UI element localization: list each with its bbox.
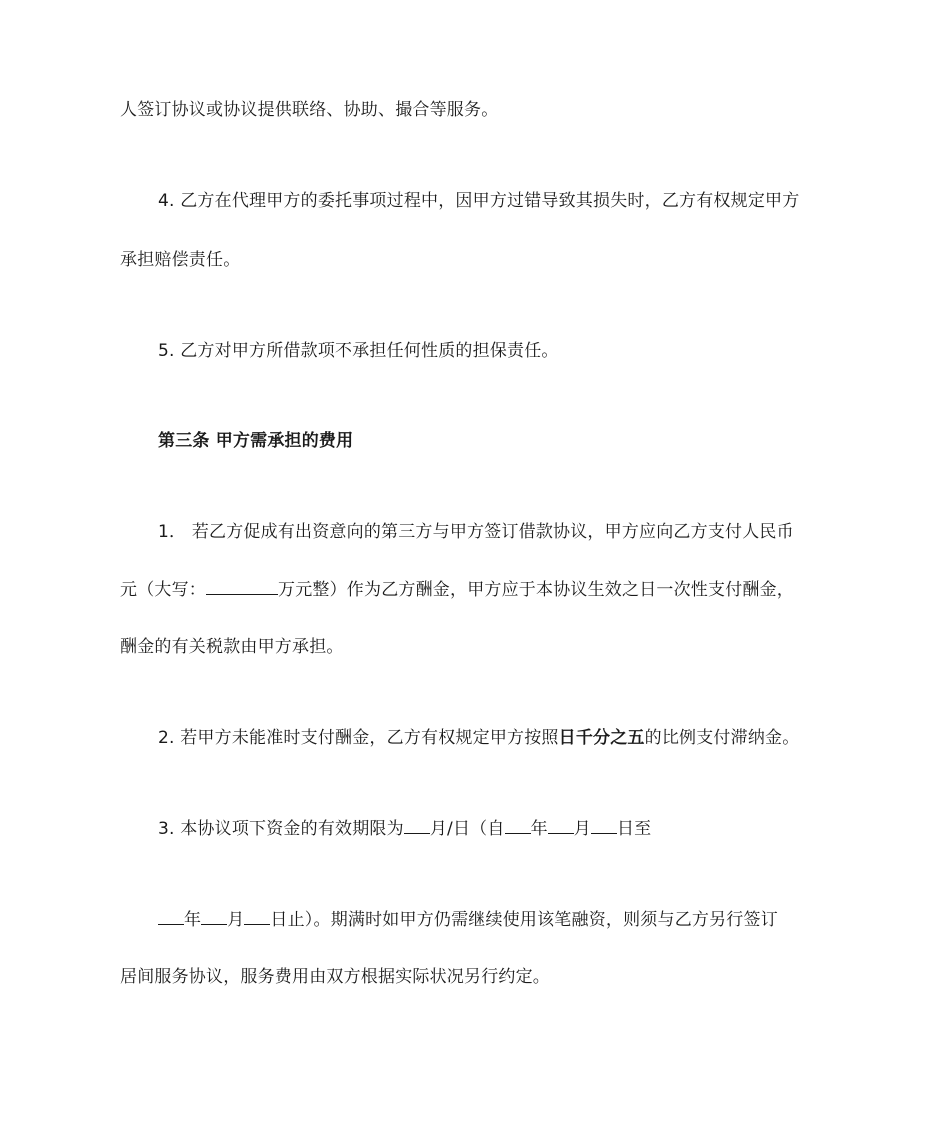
fee-clause-2 — [158, 726, 832, 750]
article-3-title: 第三条 甲方需承担的费用 — [158, 431, 354, 451]
fee-clause-2-text-a: 2. 若甲方未能准时支付酬金，乙方有权规定甲方按照 — [158, 728, 559, 748]
fee-clause-3-text-g: 月 — [227, 910, 245, 930]
fee-clause-1-line-1: 1． 若乙方促成有出资意向的第三方与甲方签订借款协议，甲方应向乙方支付人民币 — [158, 522, 794, 542]
blank-end-month — [201, 908, 227, 925]
fee-clause-3-text-d: 月 — [573, 819, 591, 839]
blank-term-field — [404, 817, 430, 834]
fee-clause-1-text-a: 元（大写： — [120, 580, 206, 600]
fee-clause-3-text-a: 3. 本协议项下资金的有效期限为 — [158, 819, 404, 839]
clause-4-line-1: 4. 乙方在代理甲方的委托事项过程中，因甲方过错导致其损失时，乙方有权规定甲方 — [158, 191, 800, 211]
fee-clause-2-text-b: 的比例支付滞纳金。 — [644, 728, 800, 748]
fee-clause-1-line-2 — [120, 578, 832, 602]
late-fee-rate: 日千分之五 — [558, 728, 645, 748]
fee-clause-3-line-2 — [158, 908, 832, 932]
blank-start-day — [591, 817, 617, 834]
fee-clause-3-line-3: 居间服务协议，服务费用由双方根据实际状况另行约定。 — [120, 967, 550, 987]
blank-start-year — [505, 817, 531, 834]
fee-clause-3-line-1 — [158, 817, 832, 841]
fee-clause-3-text-f: 年 — [184, 910, 202, 930]
fee-clause-3-text-e: 日至 — [616, 819, 652, 839]
fee-clause-1-line-3: 酬金的有关税款由甲方承担。 — [120, 637, 344, 657]
clause-5: 5. 乙方对甲方所借款项不承担任何性质的担保责任。 — [158, 341, 559, 361]
clause-4-line-2: 承担赔偿责任。 — [120, 250, 241, 270]
blank-end-year — [158, 908, 184, 925]
blank-start-month — [548, 817, 574, 834]
blank-amount-field — [206, 578, 278, 595]
fee-clause-3-text-h: 日止）。期满时如甲方仍需继续使用该笔融资，则须与乙方另行签订 — [270, 910, 778, 930]
blank-end-day — [244, 908, 270, 925]
fee-clause-1-text-b: 万元整）作为乙方酬金，甲方应于本协议生效之日一次性支付酬金， — [278, 580, 794, 600]
fee-clause-3-text-c: 年 — [530, 819, 548, 839]
paragraph-intro-tail: 人签订协议或协议提供联络、协助、撮合等服务。 — [120, 100, 499, 120]
fee-clause-3-text-b: 月/日（自 — [429, 819, 505, 839]
